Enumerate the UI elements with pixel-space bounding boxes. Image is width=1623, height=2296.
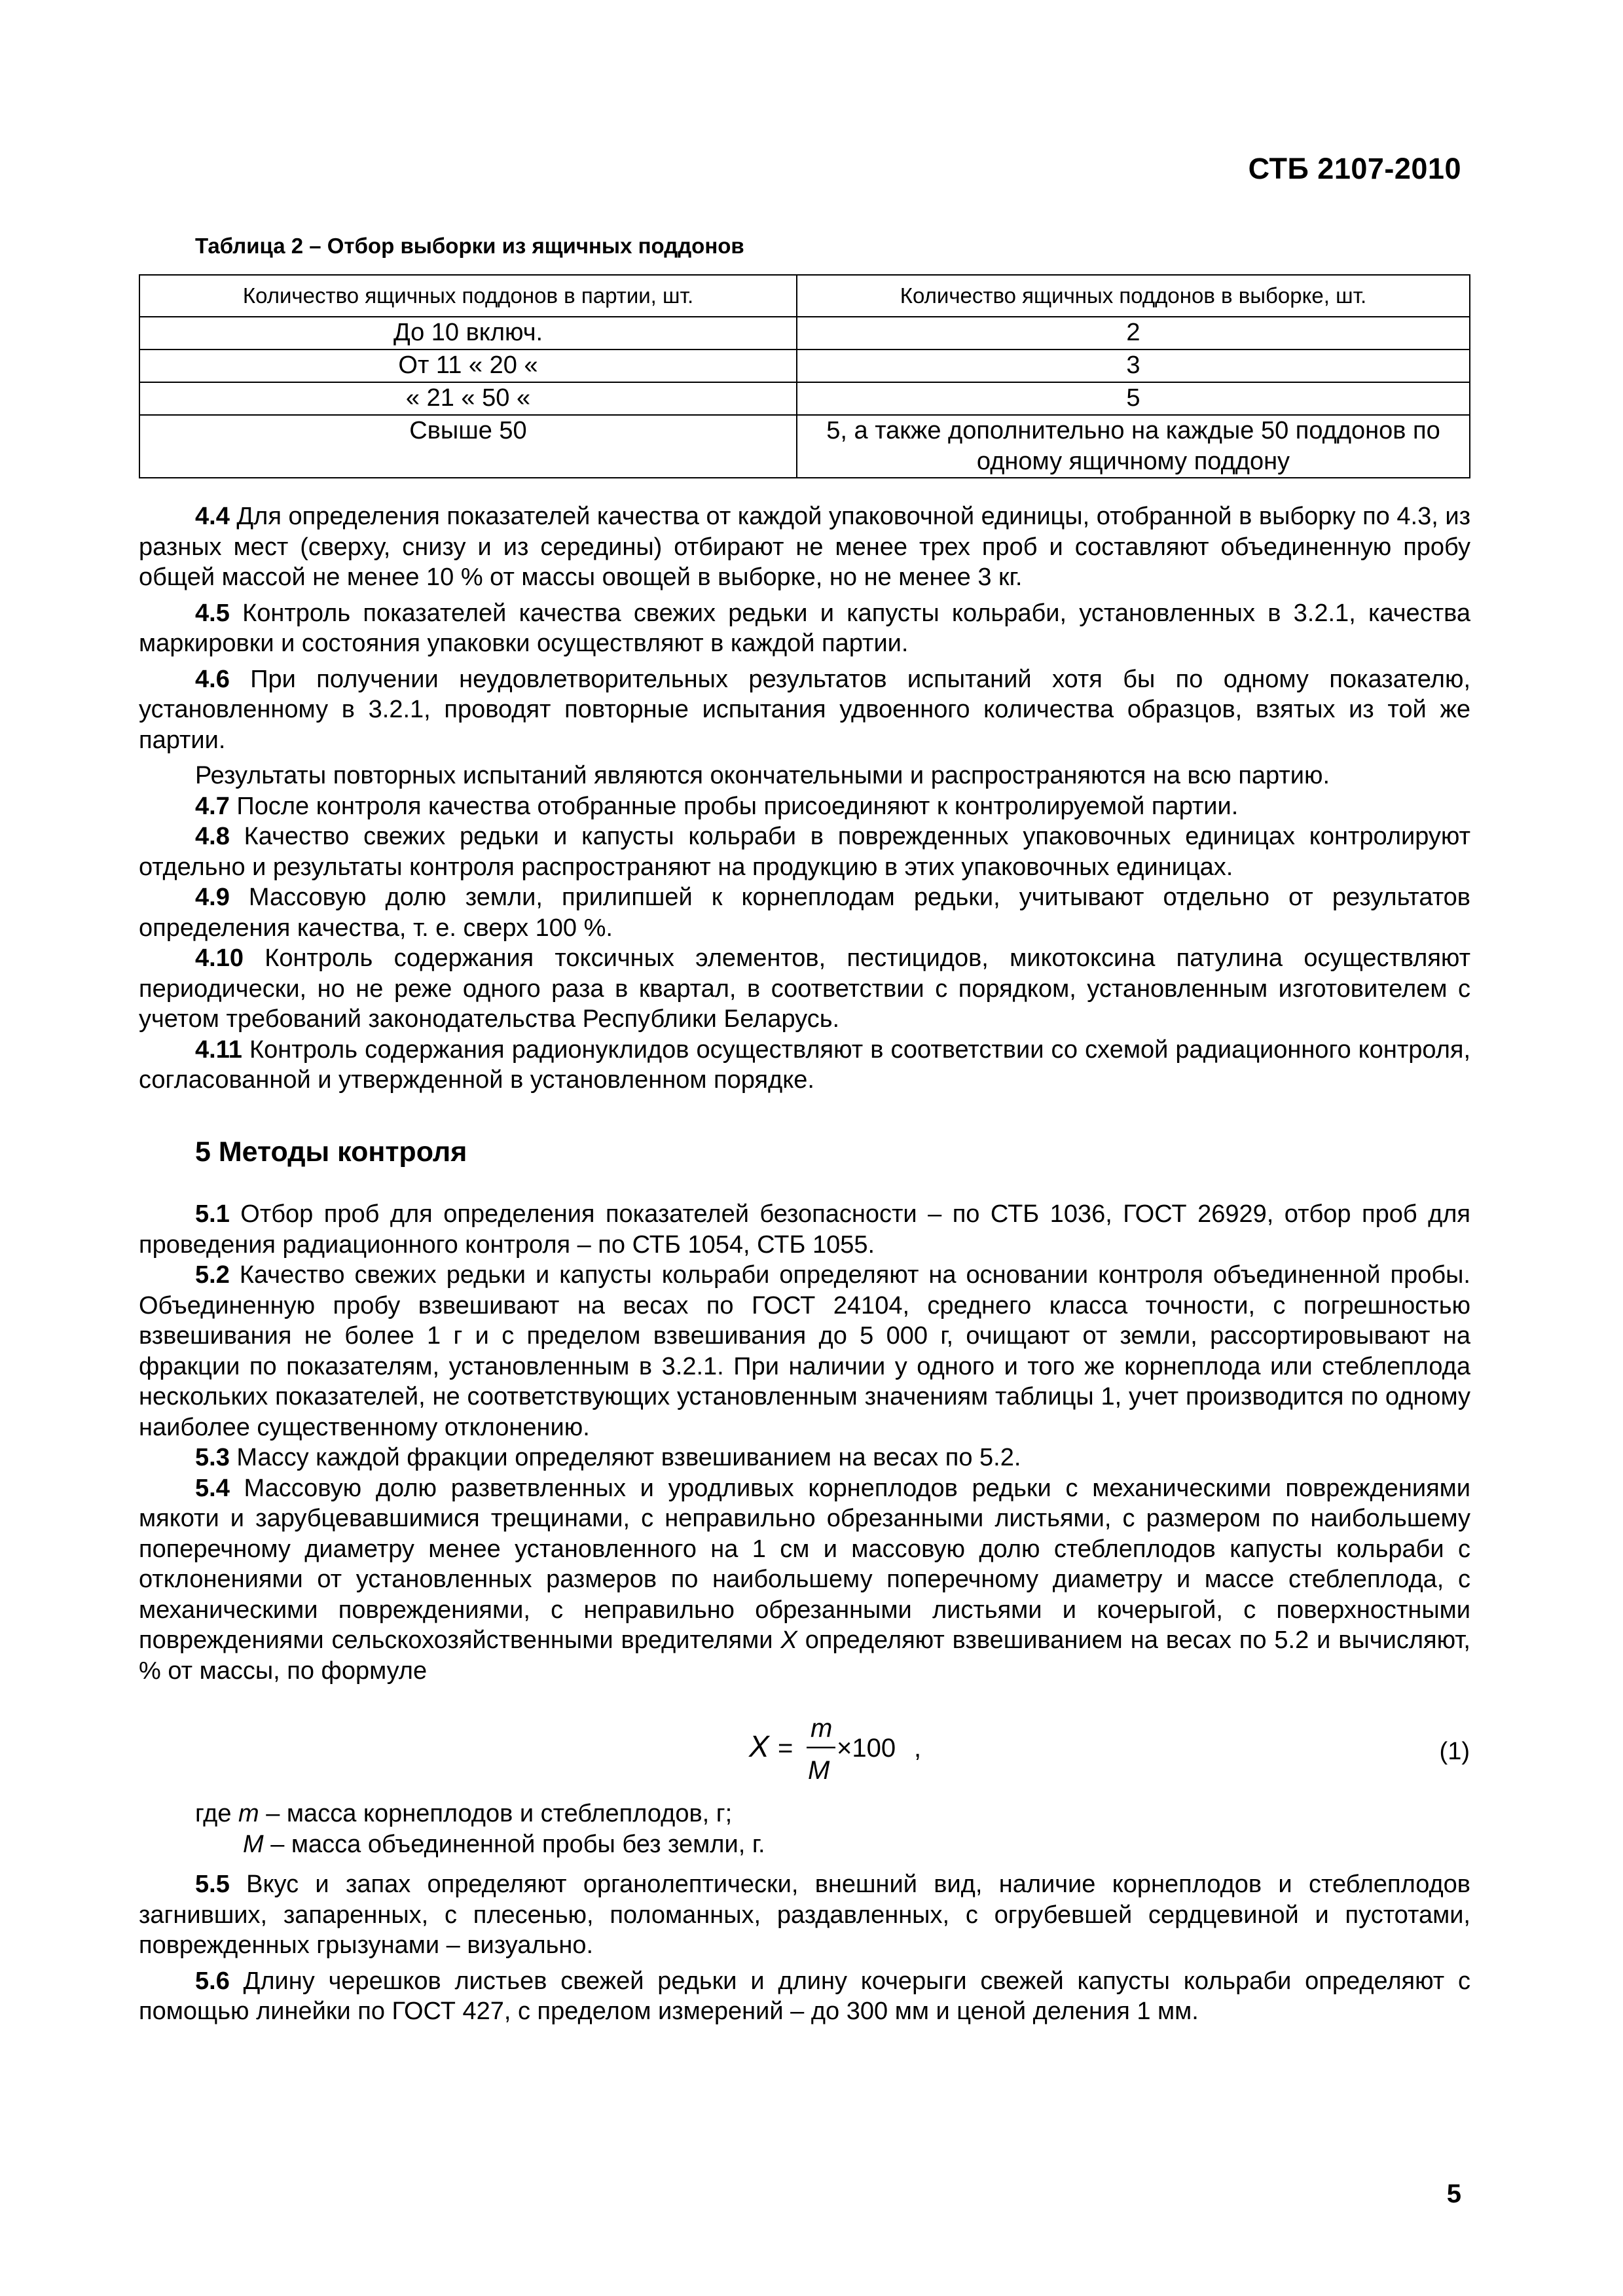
table-row: [139, 382, 1470, 415]
table-cell: Свыше 50: [139, 415, 797, 478]
table-cell: 5, а также дополнительно на каждые 50 поддонов по одному ящичному поддону: [797, 415, 1470, 478]
formula-equals: =: [778, 1734, 793, 1763]
table-header-cell: Количество ящичных поддонов в партии, шт.: [139, 275, 797, 317]
formula-numerator: m: [811, 1714, 833, 1743]
paragraph-4-8: 4.8 Качество свежих редьки и капусты кольраби в поврежденных упаковочных единицах контролируют отдельно и результаты контроля распространяют на продукцию в этих упаковочных единицах.: [139, 823, 1470, 881]
paragraph-5-2: 5.2 Качество свежих редьки и капусты кольраби определяют на основании контроля объединенной пробы. Объединенную пробу взвешивают на весах по ГОСТ 24104, среднего класса точности, с погрешностью взвешивания не более 1 г и с пределом взвешивания до 5 000 г, очищают от земли, рассортировывают на фракции по показателям, установленным в 3.2.1. При наличии у одного и того же корнеплода или стеблеплода нескольких показателей, не соответствующих установленным значениям таблицы 1, учет производится по одному наиболее существенному отклонению.: [139, 1261, 1470, 1441]
where-line-1: где m – масса корнеплодов и стеблеплодов, г;: [195, 1800, 733, 1827]
section-5-heading: 5 Методы контроля: [195, 1136, 467, 1168]
table-row: [139, 317, 1470, 350]
section-4-body: [139, 501, 1470, 1096]
formula-1: [746, 1711, 943, 1789]
paragraph-4-11: 4.11 Контроль содержания радионуклидов осуществляют в соответствии со схемой радиационного контроля, согласованной и утвержденной в установленном порядке.: [139, 1035, 1470, 1094]
sampling-table: [139, 274, 1470, 478]
paragraph-5-4: 5.4 Массовую долю разветвленных и уродливых корнеплодов редьки с механическими повреждениями мякоти и зарубцевавшимися трещинами, с неправильно обрезанными листьями, с размером по наибольшему поперечному диаметру менее установленного на 1 см и массовую долю стеблеплодов капусты кольраби с отклонениями от установленных размеров по наибольшему поперечному диаметру и массе стеблеплода, с механическими повреждениями, с неправильно обрезанными листьями и кочерыгой, с поверхностными повреждениями сельскохозяйственными вредителями X определяют взвешиванием на весах по 5.2 и вычисляют, % от массы, по формуле: [139, 1474, 1470, 1685]
table-row: [139, 415, 1470, 478]
paragraph-4-10: 4.10 Контроль содержания токсичных элементов, пестицидов, микотоксина патулина осуществляют периодически, но не реже одного раза в квартал, в соответствии с порядком, установленным изготовителем с учетом требований законодательства Республики Беларусь.: [139, 944, 1470, 1033]
table-cell: До 10 включ.: [139, 317, 797, 350]
paragraph-4-4: 4.4 Для определения показателей качества от каждой упаковочной единицы, отобранной в выборку по 4.3, из разных мест (сверху, снизу и из середины) отбирают не менее трех проб и составляют объединенную пробу общей массой не менее 10 % от массы овощей в выборке, но не менее 3 кг.: [139, 503, 1470, 591]
paragraph-5-5: 5.5 Вкус и запах определяют органолептически, внешний вид, наличие корнеплодов и стеблеплодов загнивших, запаренных, с плесенью, поломанных, раздавленных, с огрубевшей сердцевиной и пустотами, поврежденных грызунами – визуально.: [139, 1871, 1470, 1959]
paragraph-5-1: 5.1 Отбор проб для определения показателей безопасности – по СТБ 1036, ГОСТ 26929, отбор проб для проведения радиационного контроля – по СТБ 1054, СТБ 1055.: [139, 1200, 1470, 1259]
formula-multiplier: ×100: [837, 1734, 896, 1763]
paragraph-4-9: 4.9 Массовую долю земли, прилипшей к корнеплодам редьки, учитывают отдельно от результатов определения качества, т. е. сверх 100 %.: [139, 884, 1470, 942]
table-cell: « 21 « 50 «: [139, 382, 797, 415]
paragraph-4-6-note: Результаты повторных испытаний являются окончательными и распространяются на всю партию.: [195, 762, 1330, 789]
table-cell: От 11 « 20 «: [139, 350, 797, 382]
paragraph-5-6: 5.6 Длину черешков листьев свежей редьки и длину кочерыги свежей капусты кольраби определяют с помощью линейки по ГОСТ 427, с пределом измерений – до 300 мм и ценой деления 1 мм.: [139, 1967, 1470, 2025]
where-line-2: M – масса объединенной пробы без земли, г.: [243, 1831, 765, 1858]
table-header-cell: Количество ящичных поддонов в выборке, шт.: [797, 275, 1470, 317]
table-cell: 3: [797, 350, 1470, 382]
formula-number: (1): [1439, 1738, 1470, 1765]
document-code: СТБ 2107-2010: [1248, 152, 1461, 185]
table-caption: Таблица 2 – Отбор выборки из ящичных поддонов: [195, 234, 744, 258]
formula-denominator: M: [808, 1756, 830, 1785]
table-cell: 5: [797, 382, 1470, 415]
table-row: [139, 350, 1470, 382]
page-number: 5: [1446, 2179, 1461, 2208]
section-5-body: [139, 1199, 1470, 1686]
paragraph-4-7: 4.7 После контроля качества отобранные пробы присоединяют к контролируемой партии.: [195, 792, 1239, 820]
formula-lhs: X: [749, 1729, 769, 1763]
paragraph-4-6: 4.6 При получении неудовлетворительных результатов испытаний хотя бы по одному показателю, установленному в 3.2.1, проводят повторные испытания удвоенного количества образцов, взятых из той же партии.: [139, 665, 1470, 754]
paragraph-4-5: 4.5 Контроль показателей качества свежих редьки и капусты кольраби, установленных в 3.2.1, качества маркировки и состояния упаковки осуществляют в каждой партии.: [139, 599, 1470, 657]
table-header-row: [139, 275, 1470, 317]
paragraph-5-3: 5.3 Массу каждой фракции определяют взвешиванием на весах по 5.2.: [195, 1444, 1021, 1471]
table-cell: 2: [797, 317, 1470, 350]
section-5-body-continued: [139, 1869, 1470, 2027]
formula-comma: ,: [914, 1734, 922, 1763]
